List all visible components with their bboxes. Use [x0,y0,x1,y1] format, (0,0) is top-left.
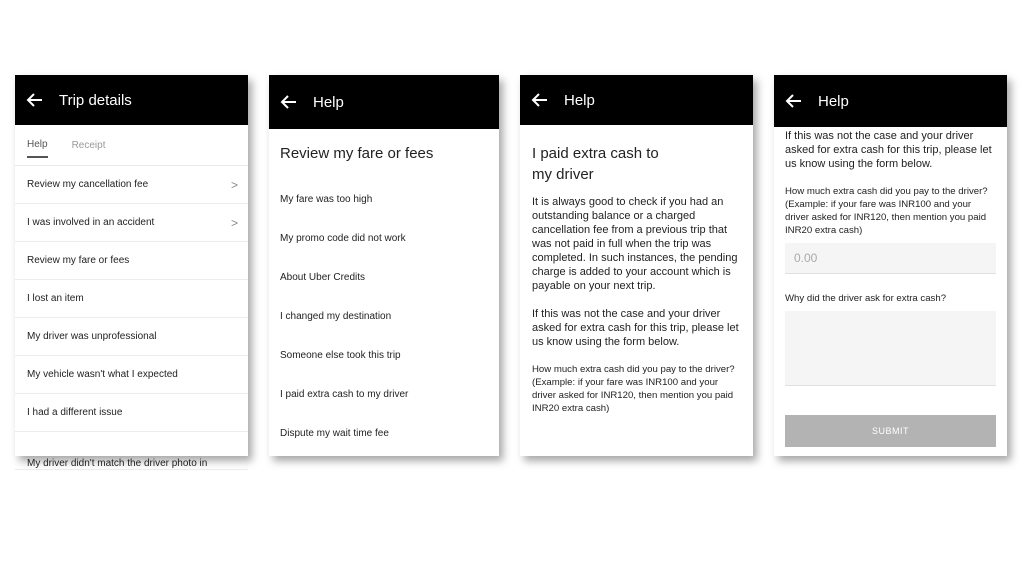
heading-line-1: I paid extra cash to [532,145,659,162]
list-item[interactable] [15,280,248,318]
amount-input[interactable]: 0.00 [785,243,996,274]
list-item-label: I was involved in an accident [27,217,155,228]
reason-textarea[interactable] [785,311,996,386]
top-bar [520,75,753,125]
list-item-label: I had a different issue [27,407,123,418]
tab-help[interactable]: Help [27,133,48,158]
top-bar [15,75,248,125]
help-fare-screen [269,75,499,456]
list-item-label: My driver didn't match the driver photo in [27,458,208,469]
list-item[interactable]: About Uber Credits [280,272,366,283]
list-item[interactable] [15,204,248,242]
list-item-label: Review my cancellation fee [27,179,149,190]
back-arrow-icon[interactable] [281,95,301,109]
top-bar [774,75,1007,127]
page-title: Help [313,93,344,111]
page-title: Help [564,91,595,109]
list-item[interactable]: My promo code did not work [280,233,406,244]
article-heading [532,143,741,185]
tab-receipt[interactable]: Receipt [71,139,106,151]
article-paragraph: If this was not the case and your driver asked for extra cash for this trip, please let us know using the form below. [532,308,739,348]
list-item[interactable]: Someone else took this trip [280,350,401,361]
extra-cash-form-screen [774,75,1007,456]
list-item[interactable] [15,318,248,356]
list-item-label: Review my fare or fees [27,255,130,266]
list-item-label: I lost an item [27,293,84,304]
back-arrow-icon[interactable] [532,93,552,107]
list-item[interactable]: Dispute my wait time fee [280,428,389,439]
chevron-right-icon: > [230,177,238,192]
heading-line-2: my driver [532,166,594,183]
extra-cash-info-screen [520,75,753,456]
list-item[interactable] [15,242,248,280]
list-item-label: My vehicle wasn't what I expected [27,369,178,380]
back-arrow-icon[interactable] [786,94,806,108]
list-item[interactable] [15,432,248,470]
article-paragraph: It is always good to check if you had an outstanding balance or a charged cancellation fee from a previous trip that was not paid in full when the trip was completed. In such instances, the pending charge is added to your account which is payable on your next trip. [532,196,738,292]
tab-bar [15,125,248,166]
reason-question: Why did the driver ask for extra cash? [785,293,947,304]
trip-details-screen [15,75,248,469]
list-item-label: My driver was unprofessional [27,331,157,342]
list-item[interactable]: I paid extra cash to my driver [280,389,409,400]
list-item[interactable] [15,394,248,432]
article-paragraph: If this was not the case and your driver asked for extra cash for this trip, please let us know using the form below. [785,130,992,170]
back-arrow-icon[interactable] [27,93,47,107]
page-title: Trip details [59,91,132,109]
list-item[interactable]: My fare was too high [280,194,373,205]
amount-question: How much extra cash did you pay to the driver? (Example: if your fare was INR100 and your driver asked for INR120, then mention you paid INR20 extra cash) [785,186,988,236]
list-item[interactable]: I changed my destination [280,311,392,322]
list-item[interactable] [15,356,248,394]
top-bar [269,75,499,129]
chevron-right-icon: > [230,215,238,230]
submit-button[interactable]: SUBMIT [785,415,996,447]
section-heading: Review my fare or fees [280,145,434,162]
page-title: Help [818,92,849,110]
list-item[interactable] [15,166,248,204]
form-question: How much extra cash did you pay to the driver? (Example: if your fare was INR100 and your driver asked for INR120, then mention you paid INR20 extra cash) [532,364,735,414]
